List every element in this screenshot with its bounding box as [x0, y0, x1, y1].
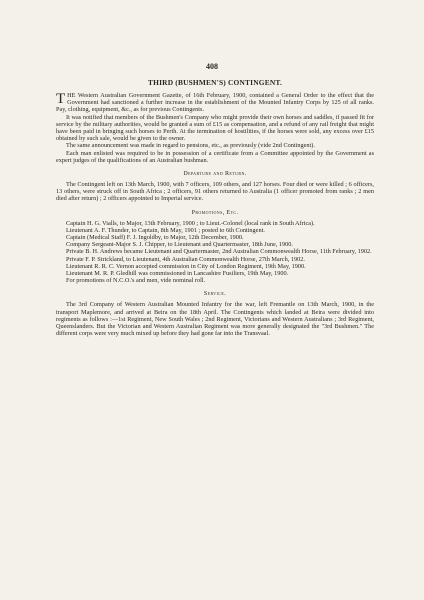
promotion-item: Captain (Medical Staff) F. J. Ingoldby, to Major, 12th December, 1900.	[66, 234, 244, 242]
promotions-list	[56, 220, 374, 285]
intro-paragraph-1-text: HE Western Australian Government Gazette, of 16th February, 1900, contained a General Order to the effect that the Government had sanctioned a further increase in the establishment of the Mounted Infantry Corps by 125 of all ranks. Pay, clothing, equipment, &c., as for previous Contingents.	[56, 92, 374, 114]
promotion-item: Lieutenant A. F. Thunder, to Captain, 8th May, 1901 ; posted to 6th Contingent.	[66, 226, 265, 234]
promotion-item: Captain H. G. Vialls, to Major, 13th February, 1900 ; to Lieut.-Colonel (local rank in South Africa).	[66, 219, 315, 227]
intro-paragraph-4: Each man enlisted was required to be in possession of a certificate from a Committee appointed by the Government as expert judges of the qualifications of an Australian bushman.	[56, 149, 374, 164]
drop-cap: T	[56, 91, 66, 107]
promotion-item: Private B. H. Andrews became Lieutenant and Quartermaster, 2nd Australian Commonwealth Horse, 11th February, 1902.	[66, 248, 372, 256]
intro-paragraph-2: It was notified that members of the Bushmen's Company who might provide their own horses and saddles, if passed fit for service by the military authorities, would be granted a sum of £15 as compensation, and a refund of any rail freight that might have been paid in bringing such horses to Perth. At the termination of hostilities, if the horses were sold, any excess over £15 obtained by such sale, would be given to the owner.	[56, 113, 374, 143]
section-heading-promotions: Promotions, Etc.	[191, 209, 239, 216]
promotion-item: Private F. P. Strickland, to Lieutenant, 4th Australian Commonwealth Horse, 27th March, 1902.	[66, 255, 305, 263]
section-heading-service: Service.	[203, 291, 227, 298]
promotion-item: For promotions of N.C.O.'s and men, vide nominal roll.	[66, 277, 206, 285]
promotion-item: Company Sergeant-Major S. J. Chipper, to Lieutenant and Quartermaster, 18th June, 1900.	[66, 241, 293, 249]
promotion-item: Lieutenant M. R. P. Gledhill was commissioned in Lancashire Fusiliers, 19th May, 1900.	[66, 270, 289, 278]
departure-paragraph: The Contingent left on 13th March, 1900, with 7 officers, 109 others, and 127 horses. Four died or were killed ; 6 officers, 13 others, were struck off in South Africa ; 2 officers, 91 others returned to Australia (1 officer promoted from ranks ; 2 men died after return) ; 2 officers appointed to Imperial service.	[56, 181, 374, 203]
page-number: 408	[206, 62, 218, 71]
promotion-item: Lieutenant R. R. C. Vernon accepted commission in City of London Regiment, 19th May, 1900.	[66, 262, 306, 270]
page-title: THIRD (BUSHMEN'S) CONTINGENT.	[148, 78, 282, 87]
service-paragraph: The 3rd Company of Western Australian Mounted Infantry for the war, left Fremantle on 13th March, 1900, in the transport Maplemore, and arrived at Beira on the 18th April. The Contingents which landed at Beira were divided into regiments as follows :—1st Regiment, New South Wales ; 2nd Regiment, Victorians and Western Australians ; 3rd Regiment, Queenslanders. But the Victorian and Western Australian Regiment was more generally designated the "3rd Bushmen." The different corps were very much mixed up before they had gone far into the Transvaal.	[56, 301, 374, 338]
intro-paragraph-1	[56, 92, 374, 114]
section-heading-departure: Departure and Return.	[183, 171, 247, 178]
intro-paragraph-3: The same announcement was made in regard to pensions, etc., as previously (vide 2nd Contingent).	[66, 142, 315, 150]
